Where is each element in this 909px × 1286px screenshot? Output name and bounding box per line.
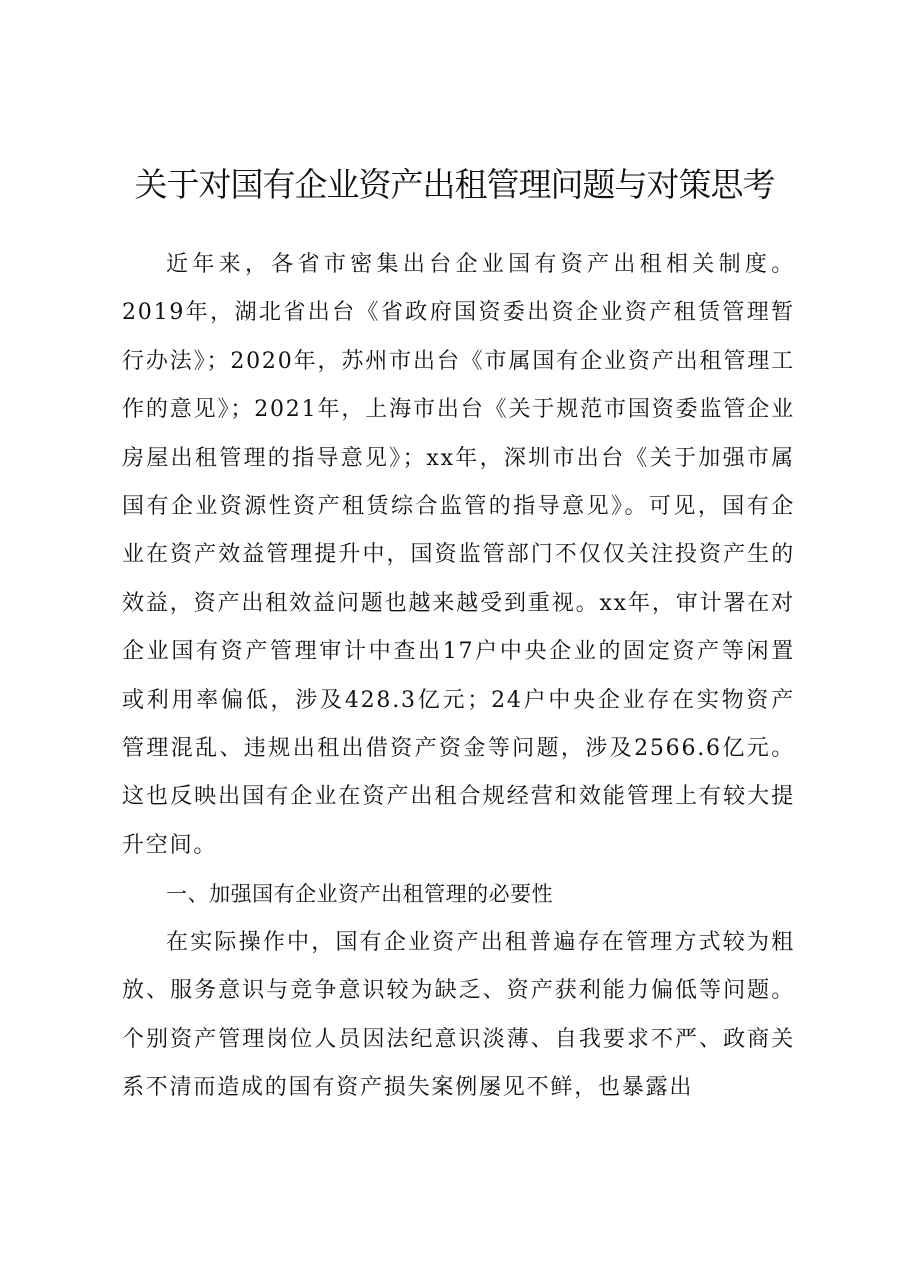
paragraph-intro: 近年来，各省市密集出台企业国有资产出租相关制度。2019年，湖北省出台《省政府国资委出资企业资产租赁管理暂行办法》；2020年，苏州市出台《市属国有企业资产出租管理工作的意见》；2021年，上海市出台《关于规范市国资委监管企业房屋出租管理的指导意见》；xx年，深圳市出台《关于加强市属国有企业资源性资产租赁综合监管的指导意见》。可见，国有企业在资产效益管理提升中，国资监管部门不仅仅关注投资产生的效益，资产出租效益问题也越来越受到重视。xx年，审计署在对企业国有资产管理审计中查出17户中央企业的固定资产等闲置或利用率偏低，涉及428.3亿元；24户中央企业存在实物资产管理混乱、违规出租出借资产资金等问题，涉及2566.6亿元。这也反映出国有企业在资产出租合规经营和效能管理上有较大提升空间。 — [122, 252, 795, 858]
document-title: 关于对国有企业资产出租管理问题与对策思考 — [134, 165, 775, 204]
paragraph-section-1: 在实际操作中，国有企业资产出租普遍存在管理方式较为粗放、服务意识与竞争意识较为缺乏、资产获利能力偏低等问题。个别资产管理岗位人员因法纪意识淡薄、自我要求不严、政商关系不清而造成的国有资产损失案例屡见不鲜，也暴露出 — [122, 929, 795, 1100]
document-body — [122, 241, 795, 1112]
section-heading-1: 一、加强国有企业资产出租管理的必要性 — [166, 882, 554, 907]
